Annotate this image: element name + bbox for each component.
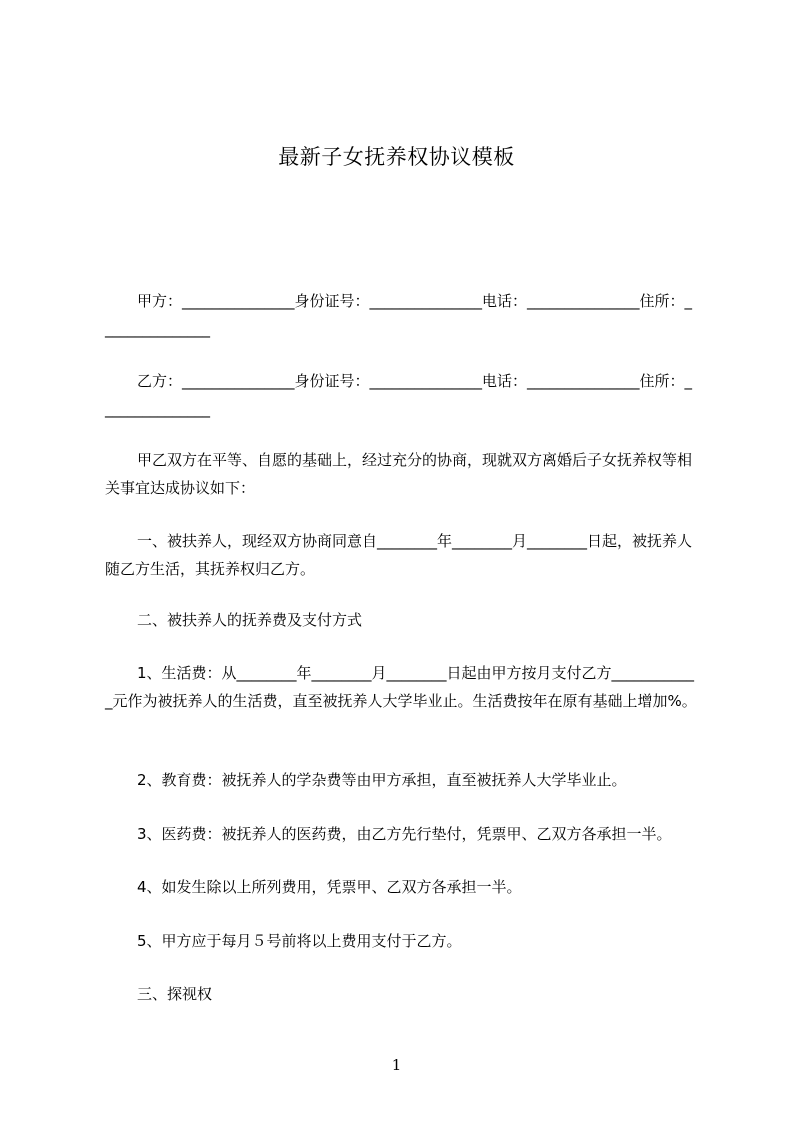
clause-2-education-expenses: 2、教育费：被抚养人的学杂费等由甲方承担，直至被抚养人大学毕业止。 bbox=[137, 771, 627, 789]
agreement-preamble: 甲乙双方在平等、自愿的基础上，经过充分的协商，现就双方离婚后子女抚养权等相关事宜达成协议如下： bbox=[105, 451, 693, 497]
clause-2-payment-date: 5、甲方应于每月５号前将以上费用支付于乙方。 bbox=[137, 932, 462, 950]
clause-2-other-expenses: 4、如发生除以上所列费用，凭票甲、乙双方各承担一半。 bbox=[137, 878, 522, 896]
clause-2-living-expenses: 1、生活费：从________年________月________日起由甲方按月支付乙方____________元作为被抚养人的生活费，直至被抚养人大学毕业止。生活费按年在原有基础上增加%。 bbox=[105, 664, 697, 710]
clause-3-heading: 三、探视权 bbox=[137, 985, 213, 1003]
party-b-info: 乙方：_______________身份证号：_______________电话：_______________住所：_______________ bbox=[105, 372, 693, 418]
clause-2-medical-expenses: 3、医药费：被抚养人的医药费，由乙方先行垫付，凭票甲、乙双方各承担一半。 bbox=[137, 825, 672, 843]
party-a-info: 甲方：_______________身份证号：_______________电话：_______________住所：_______________ bbox=[105, 292, 693, 338]
clause-1-custody: 一、被扶养人，现经双方协商同意自________年________月________日起，被抚养人随乙方生活，其抚养权归乙方。 bbox=[105, 532, 693, 578]
clause-2-heading: 二、被扶养人的抚养费及支付方式 bbox=[137, 611, 363, 629]
page-number: 1 bbox=[391, 1056, 402, 1074]
document-title: 最新子女抚养权协议模板 bbox=[278, 145, 515, 169]
